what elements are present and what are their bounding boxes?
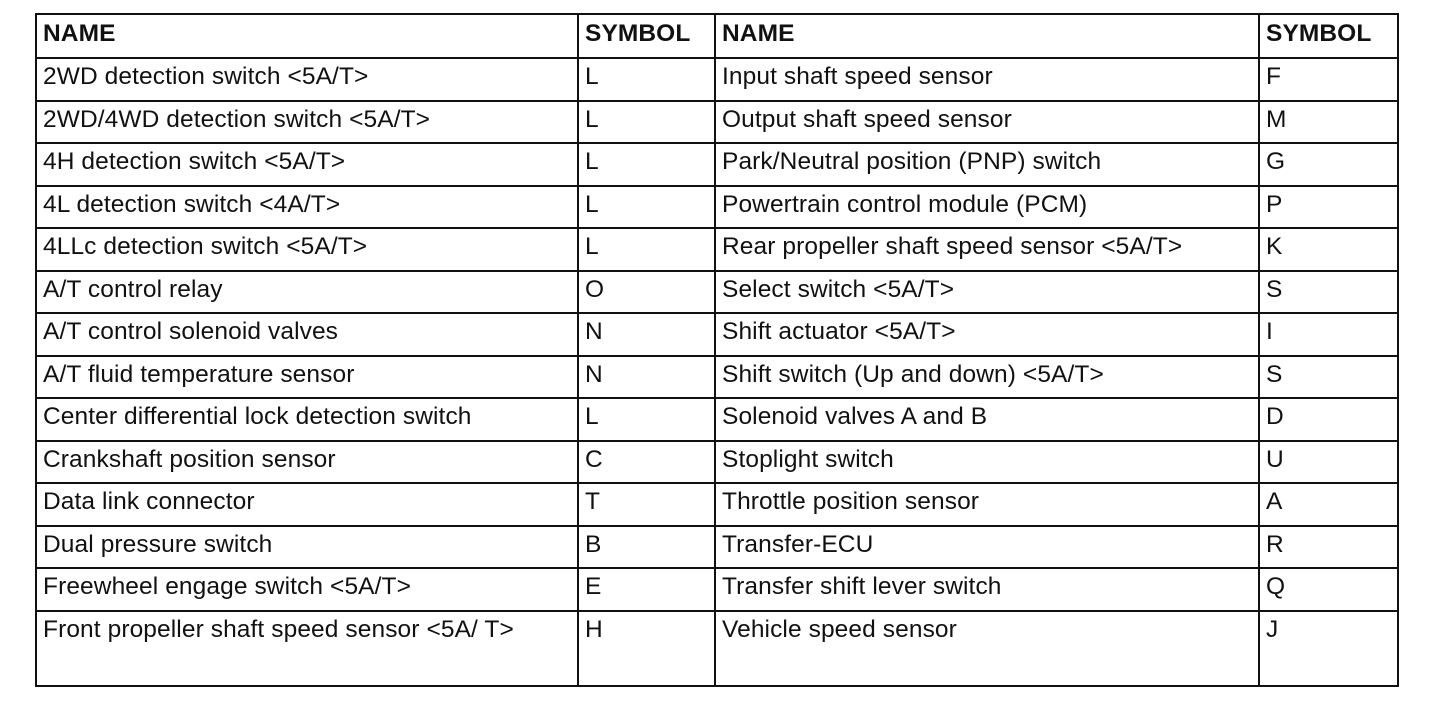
cell-symbol-left: H [578,611,715,686]
table-row [36,483,1398,526]
cell-symbol-right: S [1259,271,1398,314]
cell-symbol-right: A [1259,483,1398,526]
table-body [36,58,1398,686]
cell-name-right: Input shaft speed sensor [715,58,1259,101]
cell-name-right: Throttle position sensor [715,483,1259,526]
table-row [36,611,1398,686]
cell-name-right: Rear propeller shaft speed sensor <5A/T> [715,228,1259,271]
cell-symbol-right: J [1259,611,1398,686]
table-row [36,398,1398,441]
cell-symbol-left: B [578,526,715,569]
cell-symbol-right: U [1259,441,1398,484]
cell-name-left: A/T control solenoid valves [36,313,578,356]
table-row [36,356,1398,399]
cell-name-right: Transfer shift lever switch [715,568,1259,611]
cell-name-left: 4H detection switch <5A/T> [36,143,578,186]
cell-symbol-left: O [578,271,715,314]
cell-name-left: 4L detection switch <4A/T> [36,186,578,229]
cell-name-right: Output shaft speed sensor [715,101,1259,144]
cell-symbol-left: L [578,228,715,271]
cell-symbol-left: L [578,101,715,144]
cell-symbol-left: L [578,58,715,101]
cell-symbol-left: N [578,313,715,356]
table-row [36,526,1398,569]
cell-name-right: Transfer-ECU [715,526,1259,569]
table-row [36,143,1398,186]
cell-symbol-left: L [578,398,715,441]
cell-symbol-right: S [1259,356,1398,399]
header-name-left: NAME [36,14,578,58]
cell-symbol-right: F [1259,58,1398,101]
cell-name-left: Dual pressure switch [36,526,578,569]
cell-symbol-right: P [1259,186,1398,229]
cell-symbol-left: L [578,186,715,229]
cell-symbol-left: C [578,441,715,484]
cell-name-right: Park/Neutral position (PNP) switch [715,143,1259,186]
header-symbol-left: SYMBOL [578,14,715,58]
table-row [36,441,1398,484]
cell-name-left: A/T control relay [36,271,578,314]
cell-name-right: Solenoid valves A and B [715,398,1259,441]
cell-symbol-left: N [578,356,715,399]
cell-name-left: Center differential lock detection switch [36,398,578,441]
cell-name-left: 2WD detection switch <5A/T> [36,58,578,101]
cell-name-right: Shift switch (Up and down) <5A/T> [715,356,1259,399]
cell-symbol-right: I [1259,313,1398,356]
cell-symbol-left: T [578,483,715,526]
cell-name-right: Stoplight switch [715,441,1259,484]
cell-symbol-right: R [1259,526,1398,569]
cell-symbol-right: G [1259,143,1398,186]
table-row [36,186,1398,229]
cell-name-left: Data link connector [36,483,578,526]
cell-name-left: Crankshaft position sensor [36,441,578,484]
table-row [36,58,1398,101]
cell-name-left: A/T fluid temperature sensor [36,356,578,399]
table-row [36,568,1398,611]
cell-symbol-left: L [578,143,715,186]
cell-name-left: Front propeller shaft speed sensor <5A/ T> [36,611,578,686]
header-name-right: NAME [715,14,1259,58]
table-row [36,313,1398,356]
table-row [36,271,1398,314]
cell-symbol-right: M [1259,101,1398,144]
cell-name-right: Powertrain control module (PCM) [715,186,1259,229]
cell-name-left: Freewheel engage switch <5A/T> [36,568,578,611]
cell-symbol-right: D [1259,398,1398,441]
cell-symbol-left: E [578,568,715,611]
header-symbol-right: SYMBOL [1259,14,1398,58]
cell-name-left: 2WD/4WD detection switch <5A/T> [36,101,578,144]
component-symbol-table [35,13,1399,687]
cell-symbol-right: K [1259,228,1398,271]
cell-symbol-right: Q [1259,568,1398,611]
table-row [36,228,1398,271]
table-header-row [36,14,1398,58]
cell-name-right: Vehicle speed sensor [715,611,1259,686]
cell-name-right: Select switch <5A/T> [715,271,1259,314]
table-row [36,101,1398,144]
cell-name-right: Shift actuator <5A/T> [715,313,1259,356]
cell-name-left: 4LLc detection switch <5A/T> [36,228,578,271]
